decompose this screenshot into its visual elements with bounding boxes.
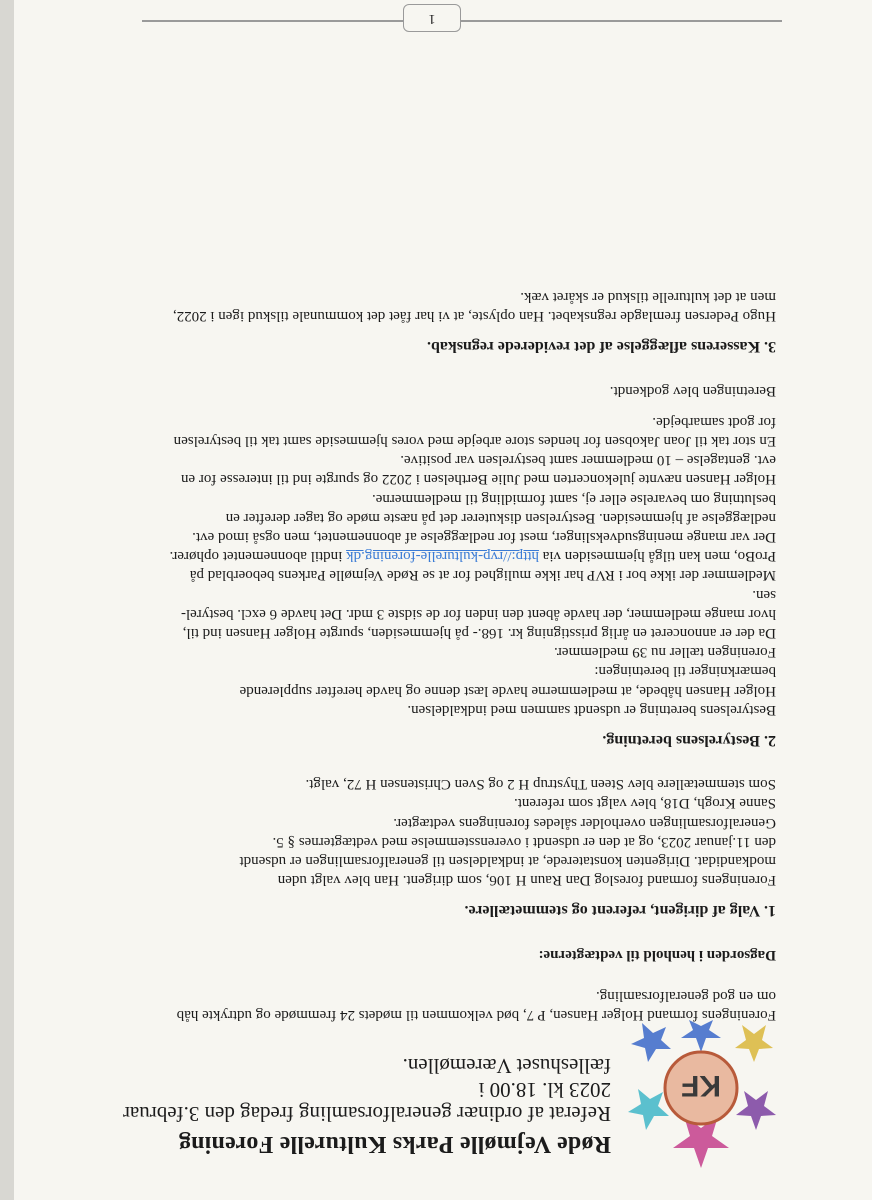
subtitle-line: Referat af ordinær generalforsamling fredag den 3.februar 2023 kl. 18.00 i [122,1078,611,1126]
text-line: Foreningen tæller nu 39 medlemmer. [553,644,776,661]
text-line-with-link [96,546,776,565]
text-line: hvor mange medlemmer, der havde åbent den inden for de sidste 3 mdr. Det havde 6 excl. bestyrel- [180,605,776,622]
text-line: bemærkninger til beretningen: [594,663,776,680]
page-number-rule [142,20,782,22]
section-2-heading: 2. Bestyrelsens beretning. [602,731,776,749]
link-suffix: indtil abonnementet ophører. [169,548,347,565]
document-title: Røde Vejmølle Parks Kulturelle Forening [178,1131,611,1157]
text-line: Foreningens formand foreslog Dan Raun H 106, som dirigent. Han blev valgt uden [277,872,776,889]
text-line: Foreningens formand Holger Hansen, P 7, bød velkommen til mødets 24 fremmøde og udtrykte håb [176,1007,776,1023]
text-line: Der var mange meningsudvekslinger, mest for nedlæggelse af abonnementet, men også imod evt. [192,528,776,545]
text-line: Bestyrelsens beretning er udsendt sammen med indkaldelsen. [407,701,776,718]
text-line: Hugo Pedersen fremlagde regnskabet. Han oplyste, at vi har fået det kommunale tilskud igen i 2022, [172,308,776,325]
page-number: 1 [403,4,461,32]
document-subtitle [96,1054,776,1126]
text-line: Generalforsamlingen overholder således foreningens vedtægter. [393,814,776,831]
agenda-heading: Dagsorden i henhold til vedtægterne: [538,946,776,963]
section-2-body [96,412,776,719]
text-line: den 11.januar 2023, og at den er udsendt i overensstemmelse med vedtægternes § 5. [272,833,776,850]
text-line: nedlæggelse af hjemmesiden. Bestyrelsen diskuterer det på næste møde og tager derefter en [225,509,776,526]
text-line: evt. gentagelse – 10 medlemmer samt bestyrelsen var positive. [400,452,776,469]
document-body [96,287,776,1158]
text-line: En stor tak til Joan Jakobsen for hendes store arbejde med vores hjemmeside samt tak til bestyrelsen [173,432,776,449]
link-prefix: ProBo, men kan tilgå hjemmesiden via [538,548,776,565]
logo-lettering: KF [681,1069,721,1102]
text-line: Sanne Krogh, D18, blev valgt som referent. [513,795,776,812]
approval-line: Beretningen blev godkendt. [609,382,776,399]
text-line: Som stemmetællere blev Steen Thystrup H 2 og Sven Christensen H 72, valgt. [305,776,776,793]
intro-paragraph [96,986,776,1024]
subtitle-line: fælleshuset Væremøllen. [402,1054,611,1078]
section-3-heading: 3. Kasserens aflæggelse af det reviderede regnskab. [426,338,776,356]
text-line: sen. [752,586,776,603]
text-line: modkandidat. Dirigenten konstaterede, at indkaldelsen til generalforsamlingen er udsendt [239,852,776,869]
text-line: Holger Hansen håbede, at medlemmerne havde læst denne og havde herefter supplerende [239,682,776,699]
text-line: Medlemmer der ikke bor i RVP har ikke mulighed for at se Røde Vejmølle Parkens beboerblad på [189,567,776,584]
website-link[interactable]: http://rvp-kulturelle-forening.dk [346,548,539,565]
text-line: Da der er annonceret en årlig prisstigning kr. 168.- på hjemmesiden, spurgte Holger Hansen ind til, [182,624,776,641]
text-line: om en god generalforsamling. [596,987,776,1004]
section-1-heading: 1. Valg af dirigent, referent og stemmetællere. [464,902,776,920]
section-3-body [96,287,776,325]
section-1-body [96,774,776,889]
text-line: men at det kulturelle tilskud er skåret væk. [520,288,776,305]
scan-edge [0,0,14,1200]
text-line: Holger Hansen nævnte julekoncerten med Julie Berthelsen i 2022 og spurgte ind til interesse for en [181,471,776,488]
text-line: beslutning om bevarelse eller ej, samt formidling til medlemmerne. [371,490,776,507]
text-line: for godt samarbejde. [652,413,776,430]
